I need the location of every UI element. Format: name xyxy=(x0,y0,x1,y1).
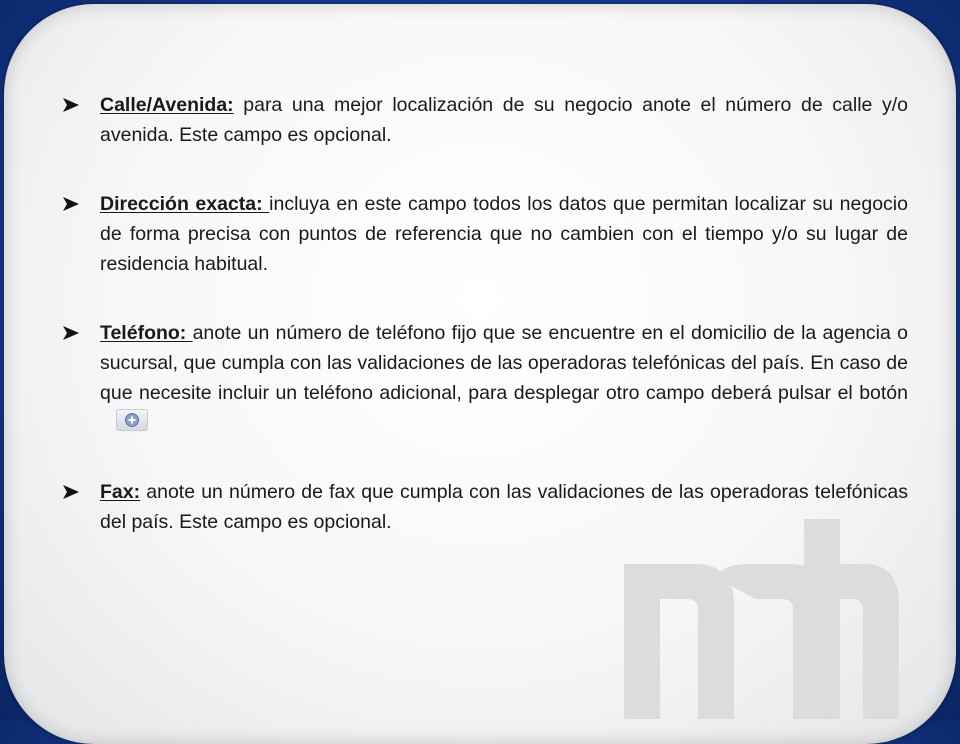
term-fax: Fax: xyxy=(100,481,141,503)
arrow-bullet-icon xyxy=(62,484,80,500)
desc-telefono: anote un número de teléfono fijo que se encuentre en el domicilio de la agencia o sucursal, que cumpla con las validaciones de las operadoras telefónicas del país. En caso de que necesite incluir un teléfono adicional, para desplegar otro campo deberá pulsar el botón xyxy=(100,322,908,404)
desc-fax: anote un número de fax que cumpla con las validaciones de las operadoras telefónicas del país. Este campo es opcional. xyxy=(100,481,908,533)
bullet-direccion-exacta xyxy=(62,189,908,279)
bullet-telefono xyxy=(62,318,908,438)
slide-card xyxy=(4,4,956,744)
add-phone-icon xyxy=(124,412,140,428)
arrow-bullet-icon xyxy=(62,196,80,212)
term-direccion-exacta: Dirección exacta: xyxy=(100,193,270,215)
bullet-list xyxy=(62,90,908,576)
bullet-calle-avenida xyxy=(62,90,908,150)
desc-direccion-exacta: incluya en este campo todos los datos que permitan localizar su negocio de forma precisa con puntos de referencia que no cambien con el tiempo y/o su lugar de residencia habitual. xyxy=(100,193,908,275)
term-telefono: Teléfono: xyxy=(100,322,193,344)
term-calle-avenida: Calle/Avenida: xyxy=(100,94,234,116)
arrow-bullet-icon xyxy=(62,97,80,113)
bullet-fax xyxy=(62,477,908,537)
arrow-bullet-icon xyxy=(62,325,80,341)
desc-calle-avenida: para una mejor localización de su negocio anote el número de calle y/o avenida. Este campo es opcional. xyxy=(100,94,908,146)
add-phone-button[interactable] xyxy=(116,409,148,431)
